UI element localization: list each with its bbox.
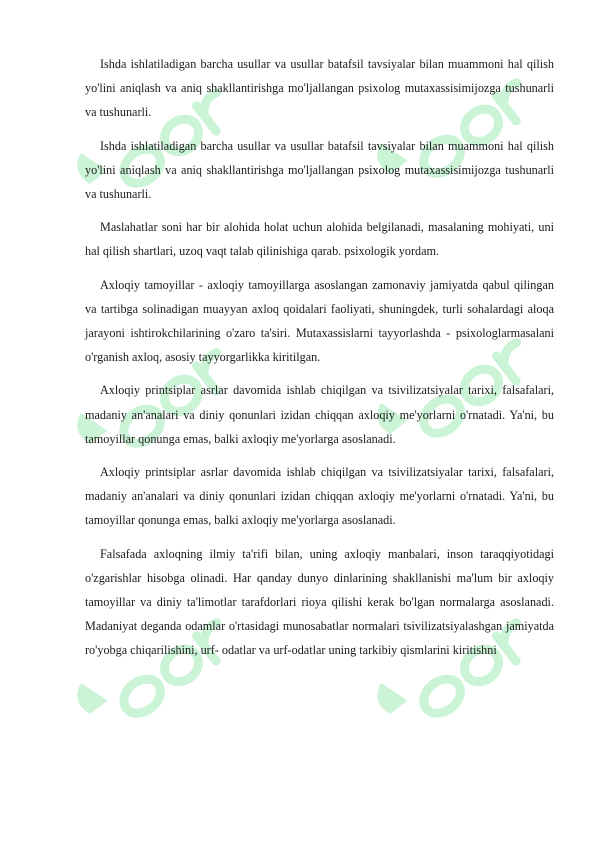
paragraph-3: Maslahatlar soni har bir alohida holat uchun alohida belgilanadi, masalaning mohiyati, uni hal qilish shartlari, uzoq vaqt talab qilinishiga qarab. psixologik yordam.: [85, 220, 554, 259]
paragraph-2: Ishda ishlatiladigan barcha usullar va usullar batafsil tavsiyalar bilan muammoni hal qilish yo'lini aniqlash va aniq shakllantirishga mo'ljallangan psixolog mutaxassisimijozga tushunarli va tushunarli.: [85, 138, 554, 202]
paragraph-5: Axloqiy printsiplar asrlar davomida ishlab chiqilgan va tsivilizatsiyalar tarixi, falsafalari, madaniy an'analari va diniy qonunlari izidan chiqqan axloqiy me'yorlarni o'rnatadi. Ya'ni, bu tamoyillar qonunga emas, balki axloqiy me'yorlarga asoslanadi.: [85, 383, 554, 446]
paragraph-1: Ishda ishlatiladigan barcha usullar va usullar batafsil tavsiyalar bilan muammoni hal qilish yo'lini aniqlash va aniq shakllantirishga mo'ljallangan psixolog mutaxassisimijozga tushunarli va tushunarli.: [85, 57, 554, 120]
paragraph-7: Falsafada axloqning ilmiy ta'rifi bilan, uning axloqiy manbalari, inson taraqqiyotidagi o'zgarishlar hisobga olinadi. Har qanday dunyo dinlarining shakllanishi ma'lum bir axloqiy tamoyillar va diniy ta'limotlar tarafdorlari rioya qilishi kerak bo'lgan normalarga asoslanadi. Madaniyat deganda odamlar o'rtasidagi munosabatlar normalari tsivilizatsiyalashgan jamiyatda ro'yobga chiqarilishini, urf- odatlar va urf-odatlar uning tarkibiy qismlarini kiritishni: [85, 546, 554, 658]
paragraph-6: Axloqiy printsiplar asrlar davomida ishlab chiqilgan va tsivilizatsiyalar tarixi, falsafalari, madaniy an'analari va diniy qonunlari izidan chiqqan axloqiy me'yorlarni o'rnatadi. Ya'ni, bu tamoyillar qonunga emas, balki axloqiy me'yorlarga asoslanadi.: [85, 465, 554, 528]
paragraph-4: Axloqiy tamoyillar - axloqiy tamoyillarga asoslangan zamonaviy jamiyatda qabul qilingan va tartibga solinadigan muayyan axloq qoidalari faoliyati, shuningdek, turli sohalardagi aloqa jarayoni ishtirokchilarining o'zaro ta'siri. Mutaxassislarni tayyorlashda - psixologlarmasalani o'rganish axloq, asosiy tayyorgarlikka kiritilgan.: [85, 277, 554, 365]
document-body: [85, 52, 554, 672]
